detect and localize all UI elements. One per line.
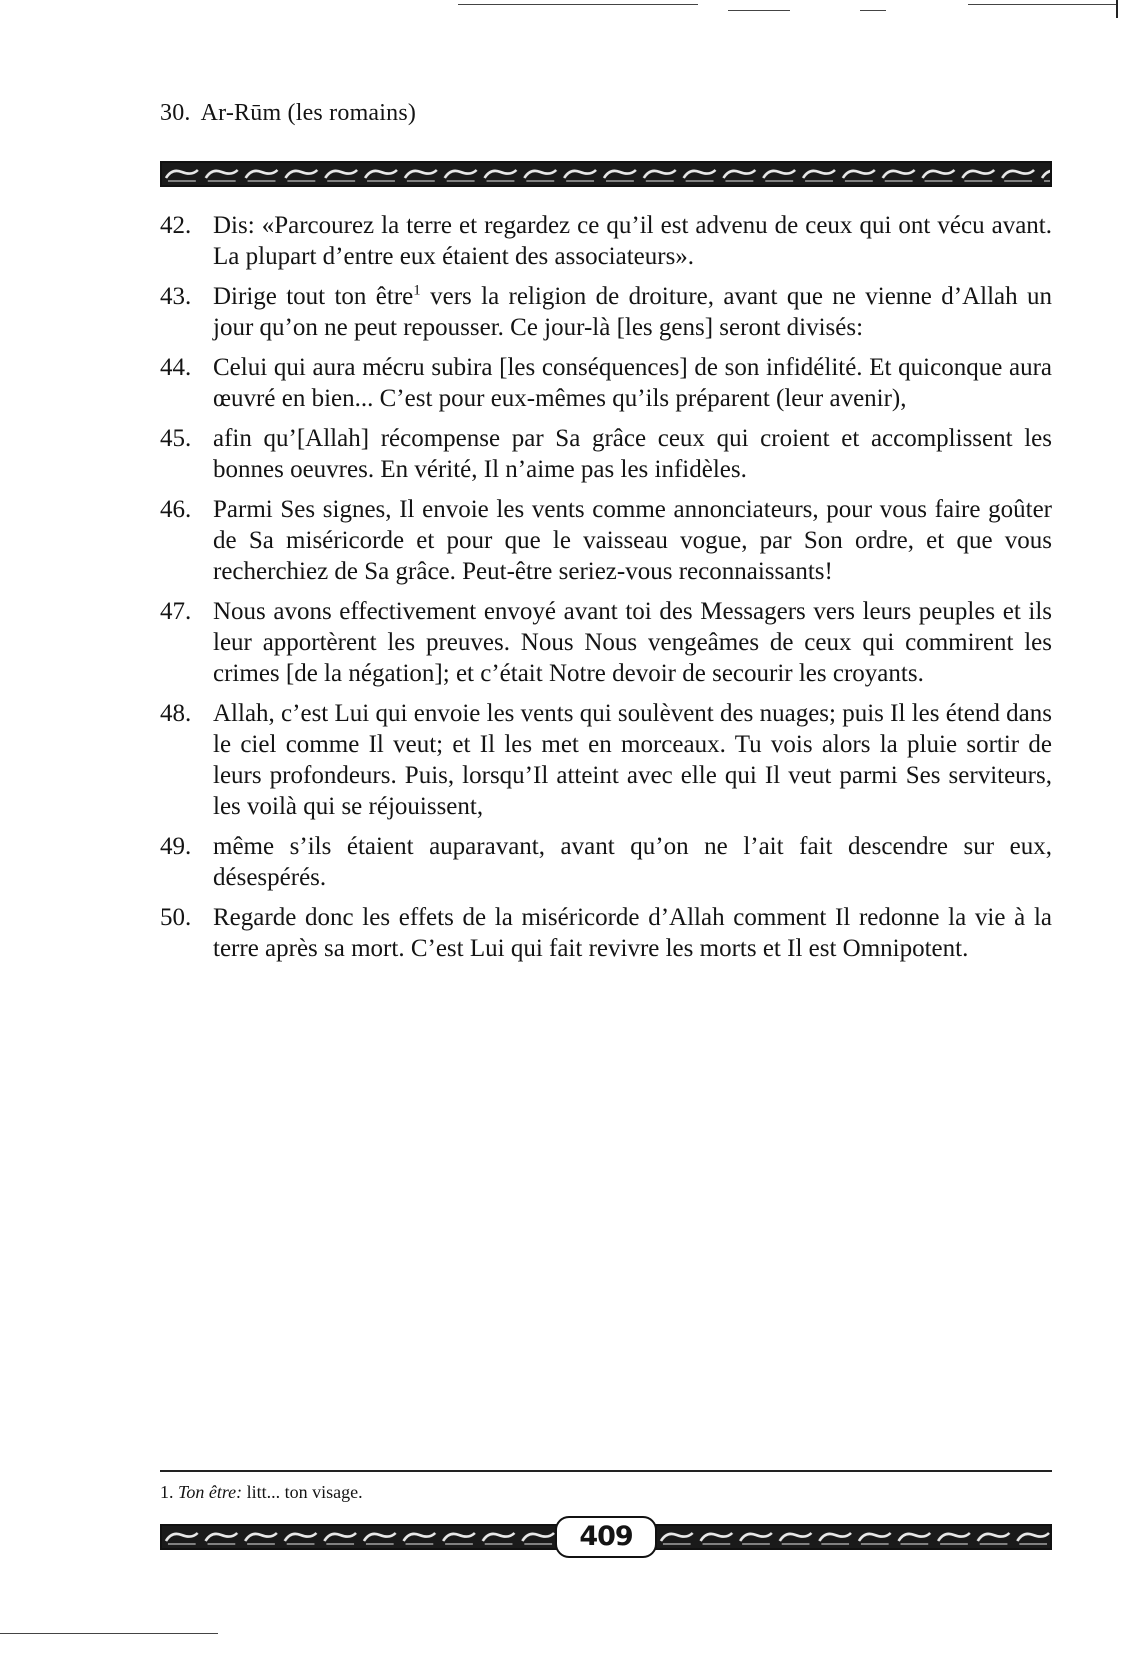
- footnote-number: 1.: [160, 1482, 174, 1502]
- verse-number: 47.: [160, 598, 192, 625]
- verse-number: 48.: [160, 700, 192, 727]
- verse-48: [160, 698, 1052, 822]
- scan-rule-top-4: [968, 4, 1118, 5]
- verse-44: [160, 352, 1052, 414]
- verse-text-after-ref: vers la religion de droiture, avant que ne vienne d’Allah un jour qu’on ne peut repousser. Ce jour-là [les gens] seront divisés:: [213, 283, 1052, 341]
- verse-text-before-ref: Dirige tout ton être: [213, 283, 414, 310]
- verse-number: 44.: [160, 354, 192, 381]
- surah-name: Ar-Rūm (les romains): [200, 100, 417, 126]
- scan-rule-top-1: [458, 4, 698, 5]
- verse-number: 42.: [160, 212, 192, 239]
- ornament-band-bottom-left: [160, 1524, 560, 1550]
- verse-45: [160, 423, 1052, 485]
- verse-text: Allah, c’est Lui qui envoie les vents qui soulèvent des nuages; puis Il les étend dans le ciel comme Il veut; et Il les met en morceaux. Tu vois alors la pluie sortir de leurs profondeurs. Puis, lorsqu’Il atteint avec elle qui Il veut parmi Ses serviteurs, les voilà qui se réjouissent,: [213, 700, 1052, 820]
- verse-47: [160, 596, 1052, 689]
- ornament-band-bottom-right: [655, 1524, 1052, 1550]
- verse-text: afin qu’[Allah] récompense par Sa grâce ceux qui croient et accomplissent les bonnes oeuvres. En vérité, Il n’aime pas les infidèles.: [213, 425, 1052, 483]
- verse-number: 45.: [160, 425, 192, 452]
- verse-43: [160, 281, 1052, 343]
- page-number-tab: [555, 1516, 657, 1558]
- footnote: [160, 1482, 363, 1503]
- verse-text: Parmi Ses signes, Il envoie les vents comme annonciateurs, pour vous faire goûter de Sa miséricorde et pour que le vaisseau vogue, par Son ordre, et que vous recherchiez de Sa grâce. Peut-être seriez-vous reconnaissants!: [213, 496, 1052, 585]
- ornament-band-top: [160, 161, 1052, 187]
- verse-text: Nous avons effectivement envoyé avant toi des Messagers vers leurs peuples et ils leur apportèrent les preuves. Nous Nous vengeâmes de ceux qui commirent les crimes [de la négation]; et c’était Notre devoir de secourir les croyants.: [213, 598, 1052, 687]
- footnote-divider: [160, 1470, 1052, 1472]
- scan-rule-top-3: [860, 10, 886, 11]
- verse-number: 49.: [160, 833, 192, 860]
- verse-text: Dis: «Parcourez la terre et regardez ce qu’il est advenu de ceux qui ont vécu avant. La plupart d’entre eux étaient des associateurs».: [213, 212, 1052, 270]
- verse-46: [160, 494, 1052, 587]
- verse-number: 50.: [160, 904, 192, 931]
- verse-list: [160, 210, 1052, 973]
- page-corner-mark: [1116, 0, 1124, 18]
- footnote-text: litt... ton visage.: [246, 1482, 363, 1502]
- verse-49: [160, 831, 1052, 893]
- surah-number: 30.: [160, 100, 191, 126]
- verse-text: Regarde donc les effets de la miséricorde d’Allah comment Il redonne la vie à la terre après sa mort. C’est Lui qui fait revivre les morts et Il est Omnipotent.: [213, 904, 1052, 962]
- scan-rule-top-2: [728, 10, 790, 11]
- verse-number: 46.: [160, 496, 192, 523]
- page-number: 409: [579, 1521, 633, 1552]
- footnote-term: Ton être:: [178, 1482, 243, 1502]
- verse-50: [160, 902, 1052, 964]
- scan-rule-bottom: [0, 1633, 218, 1634]
- footnote-ref: 1: [413, 282, 421, 299]
- verse-number: 43.: [160, 283, 192, 310]
- running-header: [160, 100, 416, 127]
- verse-text: même s’ils étaient auparavant, avant qu’on ne l’ait fait descendre sur eux, désespérés.: [213, 833, 1052, 891]
- verse-text: Celui qui aura mécru subira [les conséquences] de son infidélité. Et quiconque aura œuvré en bien... C’est pour eux-mêmes qu’ils préparent (leur avenir),: [213, 354, 1052, 412]
- verse-42: [160, 210, 1052, 272]
- verse-text: [213, 281, 1052, 343]
